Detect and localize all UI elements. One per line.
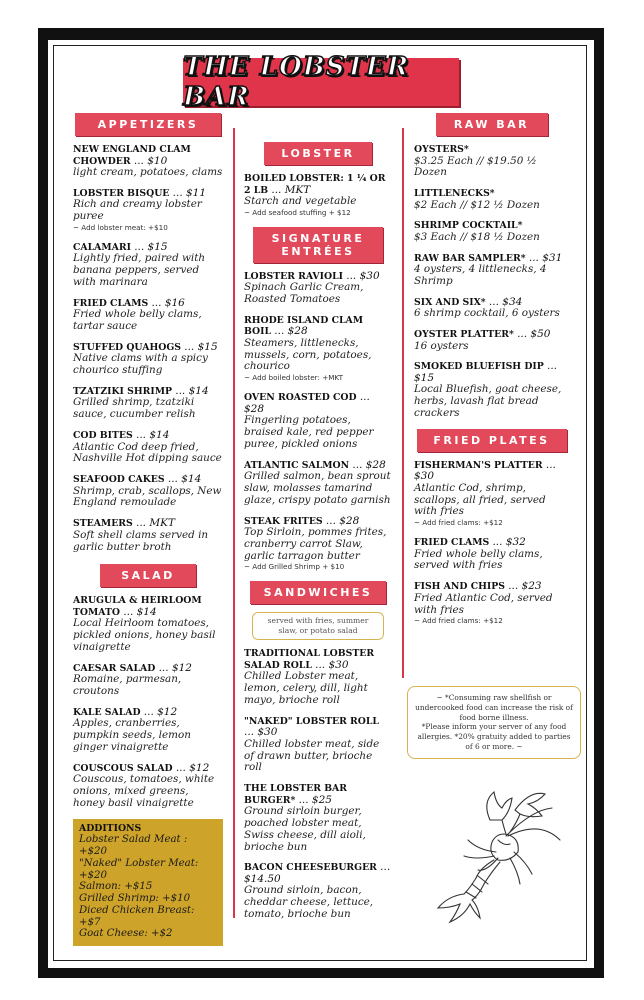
menu-item-title: FISHERMAN'S PLATTER bbox=[414, 459, 543, 471]
menu-item-name bbox=[414, 460, 569, 483]
menu-item-title: "NAKED" LOBSTER ROLL bbox=[244, 715, 379, 727]
addition-item: Salmon: +$15 bbox=[79, 881, 153, 893]
menu-item bbox=[244, 460, 392, 507]
menu-item-name bbox=[414, 329, 569, 341]
menu-item-title: FRIED CLAMS bbox=[414, 537, 490, 549]
addition-item: Grilled Shrimp: +$10 bbox=[79, 893, 191, 905]
menu-item-price: ... $14.50 bbox=[244, 861, 391, 885]
menu-item-name bbox=[414, 188, 569, 200]
menu-item-title: BACON CHEESEBURGER bbox=[244, 862, 377, 874]
menu-item-price: ... $10 bbox=[133, 154, 168, 167]
menu-item-price: ... $16 bbox=[151, 296, 185, 309]
menu-item-title: SHRIMP COCKTAIL* bbox=[414, 220, 523, 232]
menu-item-title: RHODE ISLAND CLAM BOIL bbox=[244, 314, 364, 338]
menu-item-description: Grilled salmon, bean sprout slaw, molasses tamarind glaze, crispy potato garnish bbox=[244, 470, 391, 506]
additions-heading: ADDITIONS bbox=[79, 822, 142, 834]
menu-item bbox=[414, 253, 569, 288]
menu-item-price: ... $14 bbox=[123, 605, 157, 618]
additions-list bbox=[79, 834, 217, 940]
menu-item-title: SMOKED BLUEFISH DIP bbox=[414, 361, 544, 373]
menu-item-title: FISH AND CHIPS bbox=[414, 581, 505, 593]
menu-item-title: OYSTER PLATTER* bbox=[414, 329, 514, 341]
menu-item bbox=[244, 783, 392, 853]
lobster-list bbox=[244, 173, 392, 218]
menu-item-description: Chilled lobster meat, side of drawn butter, brioche roll bbox=[244, 737, 380, 774]
menu-item-description: Fingerling potatoes, braised kale, red pepper puree, pickled onions bbox=[244, 414, 374, 450]
menu-item-name bbox=[414, 537, 569, 549]
menu-item-title: FRIED CLAMS bbox=[73, 297, 149, 309]
menu-item-title: KALE SALAD bbox=[73, 706, 141, 718]
column-divider-right bbox=[402, 128, 404, 678]
menu-item-description: Ground sirloin, bacon, cheddar cheese, lettuce, tomato, brioche bun bbox=[244, 884, 374, 921]
menu-item-price: ... $12 bbox=[158, 661, 192, 674]
menu-item-name bbox=[244, 783, 392, 806]
menu-item-description: Atlantic Cod deep fried, Nashville Hot dipping sauce bbox=[73, 440, 222, 465]
menu-item bbox=[414, 537, 569, 572]
menu-item-name bbox=[414, 144, 569, 156]
menu-item-price: ... $15 bbox=[134, 240, 168, 253]
fried-plates-list bbox=[414, 460, 569, 627]
menu-item bbox=[414, 297, 569, 320]
menu-item-price: ... $28 bbox=[325, 514, 360, 527]
menu-item-description: Apples, cranberries, pumpkin seeds, lemon ginger vinaigrette bbox=[73, 717, 191, 753]
menu-item-price: ... $28 bbox=[274, 325, 308, 338]
menu-item-title: COD BITES bbox=[73, 430, 133, 442]
menu-item-description: Atlantic Cod, shrimp, scallops, all fried, served with fries bbox=[414, 481, 546, 518]
signature-list bbox=[244, 271, 392, 573]
menu-item-title: STEAK FRITES bbox=[244, 515, 323, 527]
sandwiches-sides-note: served with fries, summer slaw, or potato salad bbox=[252, 612, 384, 640]
menu-item-description: $3.25 Each // $19.50 ½ Dozen bbox=[414, 154, 537, 179]
menu-item-title: TZATZIKI SHRIMP bbox=[73, 385, 172, 397]
menu-item-name bbox=[244, 716, 392, 739]
menu-item-price: ... $11 bbox=[172, 186, 207, 199]
menu-item-price: ... $12 bbox=[143, 705, 178, 718]
menu-item bbox=[244, 862, 392, 920]
menu-item-price: ... $28 bbox=[352, 458, 386, 471]
additions-box bbox=[73, 819, 223, 947]
menu-item-description: Grilled shrimp, tzatziki sauce, cucumber relish bbox=[73, 396, 196, 421]
menu-item-title: BOILED LOBSTER: 1 ¼ OR 2 LB bbox=[244, 173, 386, 196]
menu-item-price: ... $30 bbox=[414, 458, 556, 483]
menu-item-name bbox=[244, 648, 392, 671]
menu-item-description: Ground sirloin burger, poached lobster meat, Swiss cheese, dill aioli, brioche bun bbox=[244, 805, 366, 853]
menu-item bbox=[244, 392, 392, 450]
menu-item-price: ... $30 bbox=[315, 658, 349, 671]
menu-item-price: ... $30 bbox=[244, 726, 278, 739]
appetizers-heading: APPETIZERS bbox=[75, 113, 221, 136]
menu-item-name bbox=[73, 144, 223, 167]
salad-heading: SALAD bbox=[100, 564, 196, 587]
menu-item-price: ... $14 bbox=[167, 473, 202, 486]
menu-item bbox=[73, 298, 223, 333]
disclaimer-line1: ~ *Consuming raw shellfish or undercooked food can increase the risk of food borne illness. bbox=[415, 693, 573, 722]
menu-item-price: ... MKT bbox=[271, 183, 311, 196]
menu-item-price: ... $23 bbox=[508, 580, 542, 593]
menu-item-description: Fried Atlantic Cod, served with fries bbox=[414, 591, 553, 616]
signature-heading-line2: ENTRÉES bbox=[281, 244, 355, 258]
menu-item-description: Romaine, parmesan, croutons bbox=[73, 673, 182, 698]
menu-item-description: Local Bluefish, goat cheese, herbs, lavash flat bread crackers bbox=[414, 383, 562, 419]
menu-item-title: OYSTERS* bbox=[414, 144, 469, 155]
menu-item bbox=[244, 516, 392, 573]
menu-item-name bbox=[414, 361, 569, 384]
menu-item bbox=[414, 460, 569, 528]
menu-item-description: Fried whole belly clams, tartar sauce bbox=[73, 308, 202, 333]
menu-item-description: Lightly fried, paired with banana peppers, served with marinara bbox=[73, 252, 206, 288]
menu-item-addon-note: ~ Add seafood stuffing + $12 bbox=[244, 207, 351, 217]
column-divider-left bbox=[233, 128, 235, 918]
menu-item-title: NEW ENGLAND CLAM CHOWDER bbox=[73, 144, 191, 167]
menu-item-name bbox=[73, 430, 223, 442]
appetizers-list bbox=[73, 144, 223, 553]
title-banner bbox=[183, 52, 459, 112]
disclaimer-box bbox=[407, 686, 581, 759]
menu-item-description: Starch and vegetable bbox=[244, 195, 357, 207]
menu-item-description: Native clams with a spicy chourico stuffing bbox=[73, 352, 208, 377]
addition-item: Goat Cheese: +$2 bbox=[79, 928, 173, 940]
menu-item-title: COUSCOUS SALAD bbox=[73, 762, 173, 774]
menu-item-description: Chilled Lobster meat, lemon, celery, dill, light mayo, brioche roll bbox=[244, 670, 368, 707]
menu-item-description: light cream, potatoes, clams bbox=[73, 166, 223, 178]
menu-item-title: LOBSTER BISQUE bbox=[73, 187, 170, 199]
menu-item-price: ... $32 bbox=[492, 536, 526, 549]
menu-item bbox=[244, 173, 392, 218]
column-left bbox=[73, 113, 223, 946]
menu-item-description: Fried whole belly clams, served with fries bbox=[414, 547, 543, 572]
menu-item-price: ... $15 bbox=[184, 340, 218, 353]
disclaimer-line2: *Please inform your server of any food allergies. *20% gratuity added to parties of 6 or more. ~ bbox=[417, 722, 571, 751]
menu-item-title: STUFFED QUAHOGS bbox=[73, 341, 181, 353]
menu-item bbox=[73, 518, 223, 553]
menu-item-title: ATLANTIC SALMON bbox=[244, 459, 350, 471]
menu-item-price: ... $31 bbox=[528, 251, 563, 264]
addition-item: "Naked" Lobster Meat: +$20 bbox=[79, 857, 199, 881]
menu-item bbox=[414, 581, 569, 626]
menu-item bbox=[414, 361, 569, 419]
menu-item-title: CALAMARI bbox=[73, 241, 131, 253]
menu-item-price: ... $28 bbox=[244, 391, 370, 415]
menu-item-name bbox=[244, 315, 392, 338]
menu-item bbox=[73, 430, 223, 465]
menu-item bbox=[73, 474, 223, 509]
menu-item-description: 6 shrimp cocktail, 6 oysters bbox=[414, 307, 560, 320]
menu-item bbox=[73, 386, 223, 421]
page-title: THE LOBSTER BAR bbox=[183, 52, 410, 112]
menu-item-description: Couscous, tomatoes, white onions, mixed greens, honey basil vinaigrette bbox=[73, 773, 215, 809]
menu-item-title: STEAMERS bbox=[73, 518, 133, 530]
signature-heading-line1: SIGNATURE bbox=[271, 231, 365, 245]
menu-item-title: LOBSTER RAVIOLI bbox=[244, 270, 343, 282]
menu-item-addon-note: ~ Add fried clams: +$12 bbox=[414, 616, 503, 626]
menu-item-description: Local Heirloom tomatoes, pickled onions, honey basil vinaigrette bbox=[73, 617, 216, 653]
menu-item-description: $3 Each // $18 ½ Dozen bbox=[414, 230, 540, 243]
menu-item-addon-note: ~ Add lobster meat: +$10 bbox=[73, 222, 168, 232]
menu-item-price: ... $50 bbox=[517, 328, 551, 341]
salad-list bbox=[73, 595, 223, 809]
menu-item bbox=[73, 707, 223, 754]
menu-item-title: THE LOBSTER BAR BURGER* bbox=[244, 783, 347, 806]
menu-item-description: Shrimp, crab, scallops, New England remoulade bbox=[73, 484, 222, 509]
menu-item-name bbox=[244, 173, 392, 196]
menu-item bbox=[73, 242, 223, 289]
menu-item bbox=[414, 329, 569, 352]
menu-item bbox=[244, 315, 392, 383]
menu-item-price: ... $25 bbox=[298, 793, 332, 806]
menu-item-description: Rich and creamy lobster puree bbox=[73, 198, 202, 223]
sandwiches-list bbox=[244, 648, 392, 920]
menu-item-description: Steamers, littlenecks, mussels, corn, potatoes, chourico bbox=[244, 336, 372, 373]
menu-item-addon-note: ~ Add fried clams: +$12 bbox=[414, 518, 503, 528]
menu-item-name bbox=[73, 595, 223, 618]
menu-item-description: Top Sirloin, pommes frites, cranberry carrot Slaw, garlic tarragon butter bbox=[244, 526, 387, 562]
menu-item bbox=[244, 271, 392, 306]
menu-item-title: SEAFOOD CAKES bbox=[73, 474, 165, 486]
menu-item-addon-note: ~ Add boiled lobster: +MKT bbox=[244, 373, 343, 383]
menu-item-price: ... $34 bbox=[488, 295, 523, 308]
menu-item bbox=[414, 144, 569, 179]
signature-heading bbox=[253, 227, 383, 263]
menu-item-price: ... $12 bbox=[175, 761, 210, 774]
menu-item-title: SIX AND SIX* bbox=[414, 296, 486, 308]
menu-item-description: $2 Each // $12 ½ Dozen bbox=[414, 198, 540, 211]
menu-item bbox=[244, 648, 392, 706]
raw-bar-heading: RAW BAR bbox=[436, 113, 548, 136]
menu-item-title: ARUGULA & HEIRLOOM TOMATO bbox=[73, 595, 202, 618]
sandwiches-heading: SANDWICHES bbox=[250, 581, 386, 604]
menu-item-title: OVEN ROASTED COD bbox=[244, 392, 357, 404]
menu-item bbox=[73, 663, 223, 698]
menu-item-description: Spinach Garlic Cream, Roasted Tomatoes bbox=[244, 281, 364, 306]
fried-plates-heading: FRIED PLATES bbox=[417, 429, 567, 452]
menu-item-addon-note: ~ Add Grilled Shrimp + $10 bbox=[244, 562, 345, 572]
raw-bar-list bbox=[414, 144, 569, 420]
addition-item: Diced Chicken Breast: +$7 bbox=[79, 904, 195, 928]
menu-item bbox=[73, 763, 223, 810]
menu-item-price: ... $14 bbox=[135, 429, 170, 442]
menu-item-name bbox=[244, 862, 392, 885]
column-right bbox=[414, 113, 569, 635]
menu-item-title: RAW BAR SAMPLER* bbox=[414, 252, 526, 264]
menu-item-price: ... $30 bbox=[346, 269, 380, 282]
menu-item-description: 4 oysters, 4 littlenecks, 4 Shrimp bbox=[414, 263, 547, 287]
menu-item bbox=[73, 595, 223, 653]
menu-item-price: ... $15 bbox=[414, 360, 557, 384]
menu-item-title: LITTLENECKS* bbox=[414, 188, 495, 200]
column-middle bbox=[244, 142, 392, 930]
menu-item-name bbox=[73, 474, 223, 486]
lobster-sketch-icon bbox=[420, 780, 570, 930]
menu-item-price: ... MKT bbox=[136, 517, 175, 530]
menu-item bbox=[244, 716, 392, 774]
menu-item-title: CAESAR SALAD bbox=[73, 662, 156, 674]
menu-item-description: 16 oysters bbox=[414, 339, 469, 352]
menu-item-title: TRADITIONAL LOBSTER SALAD ROLL bbox=[244, 648, 375, 671]
menu-item bbox=[414, 220, 569, 243]
menu-item bbox=[414, 188, 569, 211]
menu-item bbox=[73, 342, 223, 377]
lobster-heading: LOBSTER bbox=[264, 142, 372, 165]
menu-item bbox=[73, 188, 223, 233]
menu-item-name bbox=[244, 392, 392, 415]
menu-item-price: ... $14 bbox=[175, 384, 209, 397]
addition-item: Lobster Salad Meat : +$20 bbox=[79, 834, 188, 857]
menu-item-description: Soft shell clams served in garlic butter broth bbox=[73, 528, 209, 553]
menu-item bbox=[73, 144, 223, 179]
